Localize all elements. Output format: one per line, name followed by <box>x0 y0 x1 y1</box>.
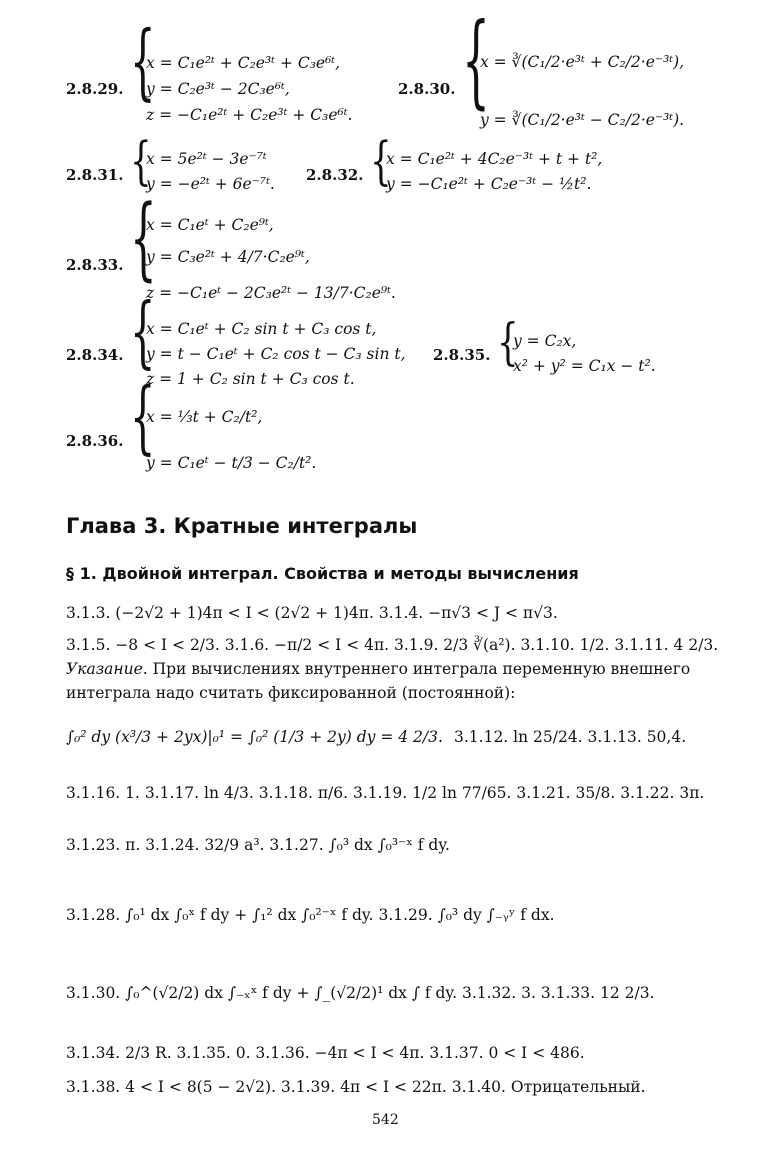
left-brace: { <box>497 314 519 372</box>
answer-line: 3.1.30. ∫₀^(√2/2) dx ∫₋ₓˣ f dy + ∫_(√2/2)¹ dx ∫ f dy. 3.1.32. 3. 3.1.33. 12 2/3. <box>66 984 655 1002</box>
equation: x = ⅓t + C₂/t², <box>146 408 263 426</box>
section-title: § 1. Двойной интеграл. Свойства и методы вычисления <box>66 564 579 583</box>
answer-line: 3.1.38. 4 < I < 8(5 − 2√2). 3.1.39. 4π < I < 22π. 3.1.40. Отрицательный. <box>66 1078 646 1096</box>
hint-line-2: интеграла надо считать фиксированной (постоянной): <box>66 684 516 702</box>
answer-line: 3.1.34. 2/3 R. 3.1.35. 0. 3.1.36. −4π < I < 4π. 3.1.37. 0 < I < 486. <box>66 1044 585 1062</box>
problem-label: 2.8.35. <box>433 346 491 364</box>
equation: z = 1 + C₂ sin t + C₃ cos t. <box>146 370 355 388</box>
problem-label: 2.8.32. <box>306 166 364 184</box>
page-number: 542 <box>372 1112 399 1128</box>
answer-line: 3.1.5. −8 < I < 2/3. 3.1.6. −π/2 < I < 4π. 3.1.9. 2/3 ∛(a²). 3.1.10. 1/2. 3.1.11. 4 2/3. <box>66 636 719 654</box>
equation: y = −e²ᵗ + 6e⁻⁷ᵗ. <box>146 175 275 193</box>
equation: x² + y² = C₁x − t². <box>513 357 656 375</box>
answer-line: 3.1.12. ln 25/24. 3.1.13. 50,4. <box>454 728 687 746</box>
equation: y = C₃e²ᵗ + 4/7·C₂e⁹ᵗ, <box>146 248 310 266</box>
equation: x = 5e²ᵗ − 3e⁻⁷ᵗ <box>146 150 267 168</box>
equation: y = −C₁e²ᵗ + C₂e⁻³ᵗ − ½t². <box>386 175 592 193</box>
answer-line: 3.1.28. ∫₀¹ dx ∫₀ˣ f dy + ∫₁² dx ∫₀²⁻ˣ f dy. 3.1.29. ∫₀³ dy ∫₋ᵧʸ f dx. <box>66 906 555 924</box>
equation: x = C₁eᵗ + C₂e⁹ᵗ, <box>146 216 274 234</box>
left-brace: { <box>130 132 152 192</box>
problem-label: 2.8.29. <box>66 80 124 98</box>
equation: z = −C₁eᵗ − 2C₃e²ᵗ − 13/7·C₂e⁹ᵗ. <box>146 284 396 302</box>
answer-line: 3.1.23. π. 3.1.24. 32/9 a³. 3.1.27. ∫₀³ dx ∫₀³⁻ˣ f dy. <box>66 836 450 854</box>
equation: z = −C₁e²ᵗ + C₂e³ᵗ + C₃e⁶ᵗ. <box>146 106 353 124</box>
problem-label: 2.8.34. <box>66 346 124 364</box>
equation: y = ∛(C₁/2·e³ᵗ − C₂/2·e⁻³ᵗ). <box>480 111 685 129</box>
equation: x = C₁e²ᵗ + C₂e³ᵗ + C₃e⁶ᵗ, <box>146 54 341 72</box>
equation: x = ∛(C₁/2·e³ᵗ + C₂/2·e⁻³ᵗ), <box>480 53 685 71</box>
equation: y = t − C₁eᵗ + C₂ cos t − C₃ sin t, <box>146 345 406 363</box>
integral-formula: ∫₀² dy (x³/3 + 2yx)|₀¹ = ∫₀² (1/3 + 2y) dy = 4 2/3. <box>66 728 443 746</box>
left-brace: { <box>462 3 490 121</box>
left-brace: { <box>130 185 157 291</box>
problem-label: 2.8.36. <box>66 432 124 450</box>
equation: y = C₁eᵗ − t/3 − C₂/t². <box>146 454 317 472</box>
hint-text: При вычислениях внутреннего интеграла переменную внешнего <box>147 660 691 678</box>
equation: y = C₂x, <box>513 332 577 350</box>
left-brace: { <box>370 132 392 192</box>
left-brace: { <box>130 372 156 464</box>
problem-label: 2.8.30. <box>398 80 456 98</box>
answer-line: 3.1.3. (−2√2 + 1)4π < I < (2√2 + 1)4π. 3.1.4. −π√3 < J < π√3. <box>66 604 558 622</box>
equation: y = C₂e³ᵗ − 2C₃e⁶ᵗ, <box>146 80 290 98</box>
left-brace: { <box>130 15 156 111</box>
chapter-title: Глава 3. Кратные интегралы <box>66 514 418 538</box>
left-brace: { <box>130 288 156 378</box>
hint-label: Указание. <box>66 660 148 678</box>
problem-label: 2.8.31. <box>66 166 124 184</box>
answer-line: 3.1.16. 1. 3.1.17. ln 4/3. 3.1.18. π/6. 3.1.19. 1/2 ln 77/65. 3.1.21. 35/8. 3.1.22. 3π. <box>66 784 705 802</box>
equation: x = C₁e²ᵗ + 4C₂e⁻³ᵗ + t + t², <box>386 150 603 168</box>
hint-line-1 <box>66 660 690 678</box>
problem-label: 2.8.33. <box>66 256 124 274</box>
equation: x = C₁eᵗ + C₂ sin t + C₃ cos t, <box>146 320 377 338</box>
